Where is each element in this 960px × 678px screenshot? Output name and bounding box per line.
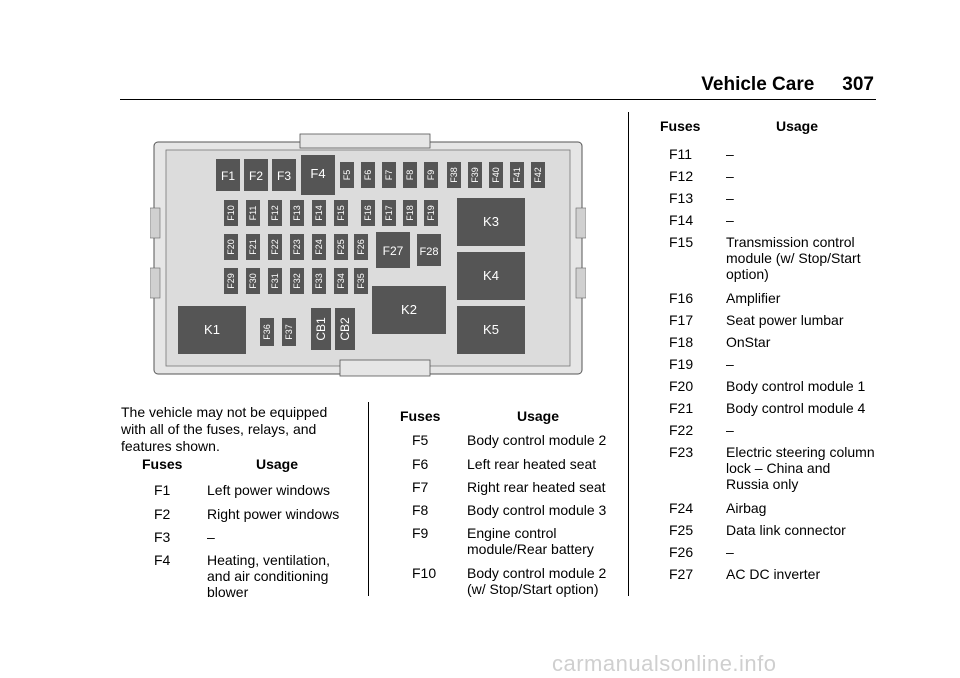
fuse-usage: OnStar [726,334,771,350]
fuse-table-3 [636,118,896,588]
fuse-usage: – [726,190,734,206]
fuses-header: Fuses [400,408,441,424]
breaker-cb2-label: CB2 [338,317,352,341]
relay-k4-label: K4 [483,268,499,283]
fuse-row4-2-label: F31 [270,273,280,289]
fuse-usage: Body control module 2 [467,432,607,448]
page-header [701,74,874,96]
fuse-code: F26 [669,544,694,560]
fuse-code: F24 [669,500,694,516]
fuse-code: F25 [669,522,694,538]
fuse-row2-3-label: F13 [292,205,302,221]
fuse-usage: Body control module 1 [726,378,866,394]
usage-header: Usage [517,408,560,424]
housing-bottom-tab [340,360,430,376]
fuse-usage: Left power windows [207,482,330,498]
fuse-f27-label: F27 [382,244,404,258]
section-title: Vehicle Care [701,74,815,95]
housing-top-tab [300,134,430,148]
fuse-block-diagram [150,128,586,380]
fuse-usage: Electric steering column lock – China and Russia only [726,444,875,492]
fuse-code: F1 [154,482,171,498]
relay-k5-label: K5 [483,322,499,337]
fuse-row2-7-label: F17 [384,205,394,221]
fuses-header: Fuses [142,456,183,472]
fuse-code: F21 [669,400,694,416]
header-rule [120,99,876,100]
fuse-top_small-0-label: F5 [342,169,352,181]
fuse-usage: Body control module 3 [467,502,607,518]
housing-left-tab-2 [150,268,160,298]
fuse-row3-6-label: F26 [356,239,366,255]
fuse-top_small-4-label: F9 [426,169,436,181]
housing-right-tab-2 [576,268,586,298]
fuse-f4-label: F4 [310,166,326,181]
fuse-f3-label: F3 [276,169,292,183]
big-fuses [216,155,335,195]
fuse-row4-4-label: F33 [314,273,324,289]
fuse-code: F23 [669,444,694,460]
fuse-row2-0-label: F10 [226,205,236,221]
fuse-row2-9-label: F19 [426,205,436,221]
fuse-usage: Seat power lumbar [726,312,844,328]
watermark: carmanualsonline.info [552,651,777,676]
fuse-row3-4-label: F24 [314,239,324,255]
usage-header: Usage [776,118,819,134]
relay-k1-label: K1 [204,322,220,337]
fuse-row2-1-label: F11 [248,205,258,221]
housing-right-tab [576,208,586,238]
fuse-code: F22 [669,422,694,438]
fuse-row3-0-label: F20 [226,239,236,255]
fuse-top_small-9-label: F42 [533,167,543,183]
fuse-top_small-2-label: F7 [384,169,394,181]
fuse-row4-0-label: F29 [226,273,236,289]
fuse-row4-3-label: F32 [292,273,302,289]
fuse-usage: – [726,356,734,372]
fuse-top_small-1-label: F6 [363,169,373,181]
fuse-code: F10 [412,565,437,581]
fuse-top_small-6-label: F39 [470,167,480,183]
fuse-row2-6-label: F16 [363,205,373,221]
usage-header: Usage [256,456,299,472]
fuse-f37-label: F37 [284,324,294,340]
fuse-usage: AC DC inverter [726,566,821,582]
fuse-usage: Right power windows [207,506,340,522]
fuse-top_small-3-label: F8 [405,169,415,181]
fuse-usage: Engine control module/Rear battery [467,525,594,557]
relay-k3-label: K3 [483,214,499,229]
fuse-row2-2-label: F12 [270,205,280,221]
fuse-usage: – [726,168,734,184]
fuse-code: F7 [412,479,429,495]
fuse-row2-4-label: F14 [314,205,324,221]
fuse-row3-2-label: F22 [270,239,280,255]
fuse-usage: – [207,529,215,545]
fuse-usage: Amplifier [726,290,781,306]
fuse-table-1 [121,456,361,600]
fuse-usage: Body control module 4 [726,400,866,416]
fuse-f2-label: F2 [248,169,264,183]
fuse-code: F8 [412,502,429,518]
fuse-code: F27 [669,566,694,582]
fuse-code: F3 [154,529,171,545]
fuse-table-2 [376,408,626,598]
relay-k2-label: K2 [401,302,417,317]
fuse-row4-5-label: F34 [336,273,346,289]
fuse-row4-6-label: F35 [356,273,366,289]
fuse-usage: Heating, ventilation, and air conditioning blower [207,552,330,600]
breaker-cb1-label: CB1 [314,317,328,341]
fuses-header: Fuses [660,118,701,134]
fuse-code: F12 [669,168,694,184]
fuse-code: F17 [669,312,694,328]
fuse-row2-8-label: F18 [405,205,415,221]
column-divider-1 [368,402,369,596]
fuse-code: F2 [154,506,171,522]
fuse-code: F16 [669,290,694,306]
fuse-code: F13 [669,190,694,206]
fuse-usage: Left rear heated seat [467,456,597,472]
fuse-code: F6 [412,456,429,472]
fuse-code: F15 [669,234,694,250]
fuse-code: F5 [412,432,429,448]
fuse-usage: – [726,544,734,560]
fuse-code: F14 [669,212,694,228]
fuse-usage: Right rear heated seat [467,479,606,495]
fuse-usage: Body control module 2 (w/ Stop/Start option) [467,565,607,597]
fuse-usage: – [726,146,734,162]
fuse-code: F4 [154,552,171,568]
column-divider-2 [628,112,629,596]
fuse-code: F19 [669,356,694,372]
fuse-usage: – [726,212,734,228]
fuse-code: F9 [412,525,429,541]
fuse-row2-5-label: F15 [336,205,346,221]
fuse-row3-1-label: F21 [248,239,258,255]
fuse-usage: Airbag [726,500,767,516]
fuse-row4-1-label: F30 [248,273,258,289]
fuse-code: F11 [669,146,693,162]
fuse-usage: – [726,422,734,438]
fuse-top_small-7-label: F40 [491,167,501,183]
intro-text: The vehicle may not be equipped with all of the fuses, relays, and features shown. [121,404,328,454]
housing-left-tab [150,208,160,238]
fuse-usage: Transmission control module (w/ Stop/Start option) [726,234,861,282]
fuse-f36-label: F36 [262,324,272,340]
fuse-top_small-5-label: F38 [449,167,459,183]
fuse-top_small-8-label: F41 [512,167,522,183]
fuse-row3-5-label: F25 [336,239,346,255]
fuse-f1-label: F1 [220,169,236,183]
fuse-usage: Data link connector [726,522,846,538]
fuse-code: F18 [669,334,694,350]
page-number: 307 [842,74,874,95]
fuse-code: F20 [669,378,694,394]
fuse-f28-label: F28 [419,246,439,258]
fuse-row3-3-label: F23 [292,239,302,255]
